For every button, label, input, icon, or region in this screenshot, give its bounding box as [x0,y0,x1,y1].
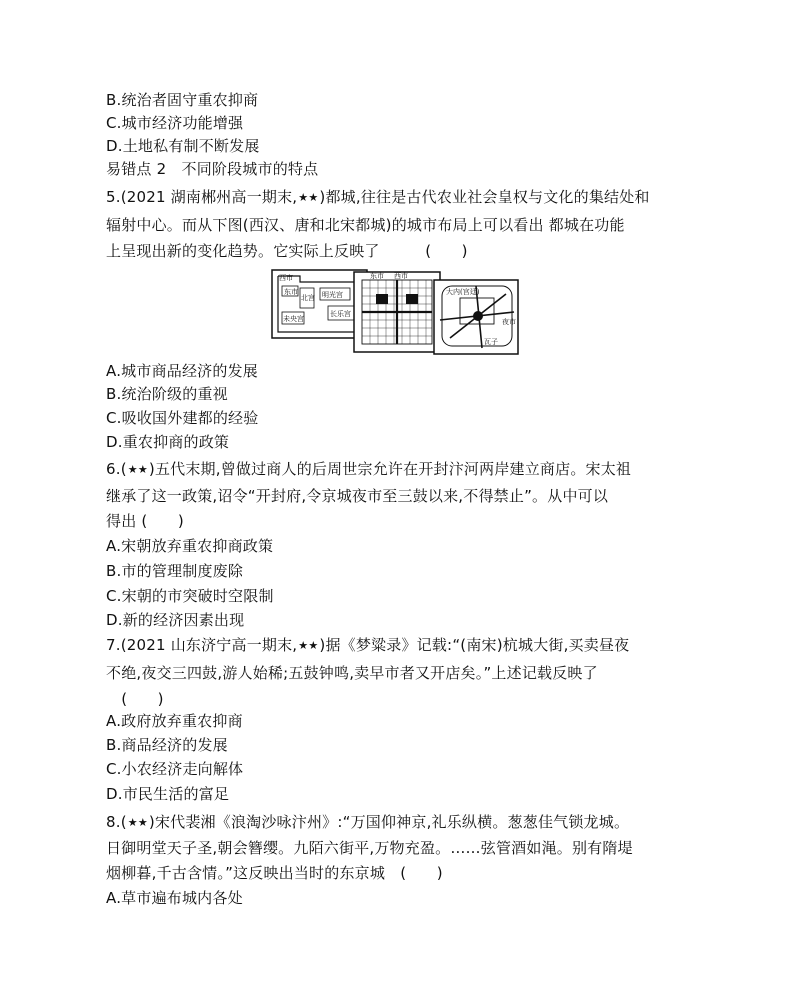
question-6-stem-start: )五代末期,曾做过商人的后周世宗允许在开封汴河两岸建立商店。宋太祖 [148,460,632,478]
question-6-option-b: B.市的管理制度废除 [106,562,244,580]
question-5-source: 5.(2021 湖南郴州高一期末, [106,188,298,206]
question-8-line-1 [106,812,629,833]
question-5-option-d: D.重农抑商的政策 [106,433,230,451]
question-5-option-c: C.吸收国外建都的经验 [106,409,259,427]
han-weiyang-palace-label: 未央宫 [283,315,304,323]
question-6-option-d: D.新的经济因素出现 [106,611,245,629]
song-wazi-label: 瓦子 [484,338,498,346]
question-5-line-2: 辐射中心。而从下图(西汉、唐和北宋都城)的城市布局上可以看出 都城在功能 [106,216,625,234]
question-6-line-1 [106,459,631,480]
question-5-line-3: 上呈现出新的变化趋势。它实际上反映了 ( ) [106,242,468,260]
western-han-plan [272,270,367,338]
question-8-line-3: 烟柳暮,千古含情。”这反映出当时的东京城 ( ) [106,864,443,882]
question-7-option-d: D.市民生活的富足 [106,785,230,803]
question-5-option-b: B.统治阶级的重视 [106,385,228,403]
han-changle-palace-label: 长乐宫 [330,310,351,318]
han-north-palace-label: 北宫 [301,294,315,302]
question-6-line-2: 继承了这一政策,诏令“开封府,令京城夜市至三鼓以来,不得禁止”。从中可以 [106,487,609,505]
tang-east-market-label: 东市 [370,272,384,280]
song-night-market-label: 夜市 [502,318,516,326]
section-heading: 易错点 2 不同阶段城市的特点 [106,160,319,178]
option-b-prev: B.统治者固守重农抑商 [106,91,259,109]
question-7-option-b: B.商品经济的发展 [106,736,228,754]
question-7-line-1 [106,635,629,656]
tang-west-market-label: 西市 [394,272,408,280]
question-8-option-a: A.草市遍布城内各处 [106,889,243,907]
difficulty-star-icon: ★★ [127,463,148,476]
question-5-line-1 [106,187,650,208]
difficulty-star-icon: ★★ [298,191,319,204]
question-6-option-a: A.宋朝放弃重农抑商政策 [106,537,274,555]
question-8-number: 8.( [106,813,127,831]
question-7-source: 7.(2021 山东济宁高一期末, [106,636,298,654]
han-west-market-label: 西市 [279,274,293,282]
question-7-line-3: ( ) [106,690,164,708]
option-c-prev: C.城市经济功能增强 [106,114,244,132]
northern-song-plan [434,280,518,354]
han-mingguang-palace-label: 明光宫 [322,291,343,299]
difficulty-star-icon: ★★ [127,816,148,829]
question-8-line-2: 日御明堂天子圣,朝会簪缨。九陌六街平,万物充盈。……弦管酒如渑。别有隋堤 [106,839,633,857]
question-6-number: 6.( [106,460,127,478]
question-7-option-a: A.政府放弃重农抑商 [106,712,243,730]
question-5-option-a: A.城市商品经济的发展 [106,362,258,380]
question-8-stem-start: )宋代裴湘《浪淘沙咏汴州》:“万国仰神京,礼乐纵横。葱葱佳气锁龙城。 [148,813,630,831]
difficulty-star-icon: ★★ [298,639,319,652]
tang-plan [354,271,440,352]
question-7-option-c: C.小农经济走向解体 [106,760,244,778]
question-7-stem-start: )据《梦粱录》记载:“(南宋)杭城大街,买卖昼夜 [319,636,630,654]
song-palace-label: 大内(宫廷) [446,288,480,296]
option-d-prev: D.土地私有制不断发展 [106,137,260,155]
question-7-line-2: 不绝,夜交三四鼓,游人始稀;五鼓钟鸣,卖早市者又开店矣。”上述记载反映了 [106,664,598,682]
question-6-line-3: 得出 ( ) [106,512,184,530]
capital-city-layout-figure [270,268,520,358]
question-6-option-c: C.宋朝的市突破时空限制 [106,587,274,605]
han-east-market-label: 东市 [284,288,298,296]
question-5-stem-start: )都城,往往是古代农业社会皇权与文化的集结处和 [319,188,650,206]
